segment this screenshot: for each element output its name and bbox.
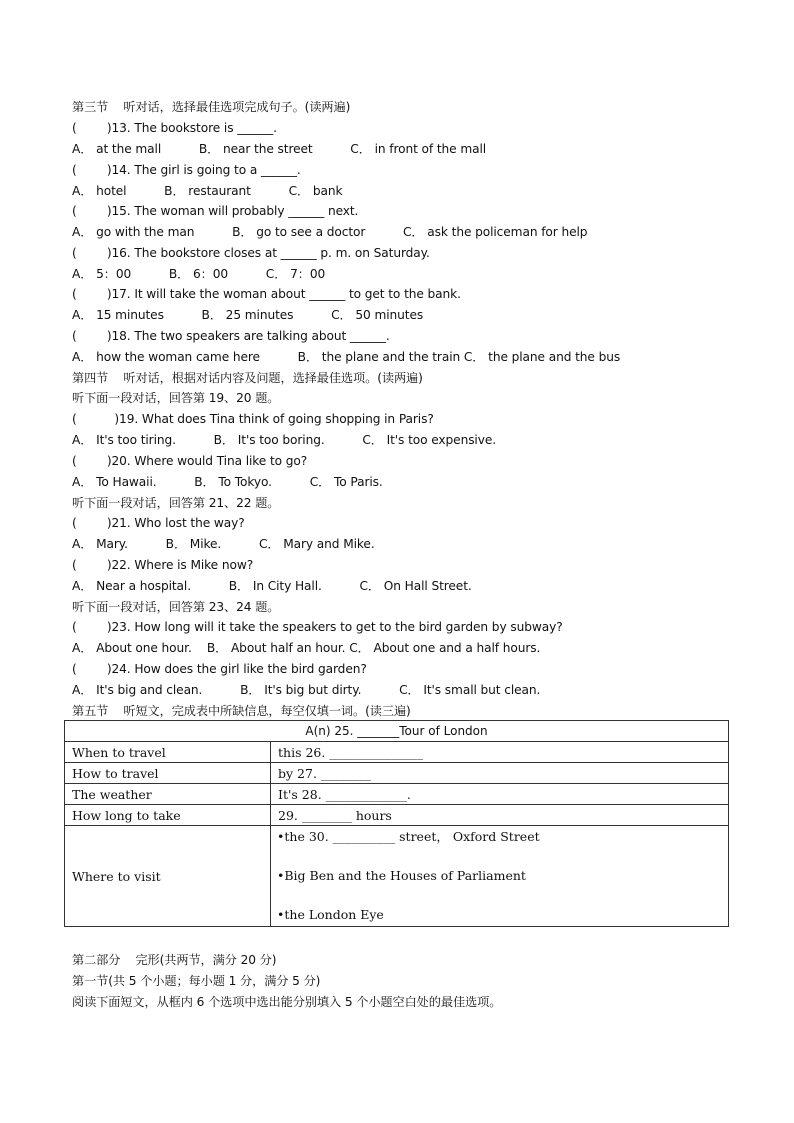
question-22: ( )22. Where is Mike now?	[72, 558, 254, 572]
question-20: ( )20. Where would Tina like to go?	[72, 454, 308, 468]
dialogue-intro-19-20: 听下面一段对话，回答第 19、20 题。	[72, 391, 280, 405]
options-18: A． how the woman came here B． the plane and the train C． the plane and the bus	[72, 350, 621, 364]
section-5-heading: 第五节 听短文，完成表中所缺信息，每空仅填一词。(读三遍)	[72, 704, 411, 718]
section-3-heading: 第三节 听对话，选择最佳选项完成句子。(读两遍)	[72, 100, 351, 114]
row-label: When to travel	[65, 742, 271, 763]
question-15: ( )15. The woman will probably ______ next.	[72, 204, 359, 218]
table-row	[65, 826, 729, 927]
options-17: A． 15 minutes B． 25 minutes C． 50 minutes	[72, 308, 424, 322]
options-14: A． hotel B． restaurant C． bank	[72, 184, 343, 198]
options-19: A． It's too tiring. B． It's too boring. C． It's too expensive.	[72, 433, 497, 447]
options-23: A． About one hour. B． About half an hour. C． About one and a half hours.	[72, 641, 541, 655]
visit-item: •the London Eye	[277, 907, 384, 922]
row-value: this 26. _______________	[271, 742, 729, 763]
cloze-instructions: 阅读下面短文，从框内 6 个选项中选出能分别填入 5 个小题空白处的最佳选项。	[72, 995, 502, 1009]
question-17: ( )17. It will take the woman about ______ to get to the bank.	[72, 287, 461, 301]
table-row	[65, 742, 729, 763]
table-row	[65, 805, 729, 826]
options-21: A． Mary. B． Mike. C． Mary and Mike.	[72, 537, 375, 551]
question-23: ( )23. How long will it take the speakers to get to the bird garden by subway?	[72, 620, 563, 634]
question-19: ( )19. What does Tina think of going shopping in Paris?	[72, 412, 434, 426]
question-14: ( )14. The girl is going to a ______.	[72, 163, 301, 177]
row-label: The weather	[65, 784, 271, 805]
table-row	[65, 784, 729, 805]
options-24: A． It's big and clean. B． It's big but dirty. C． It's small but clean.	[72, 683, 541, 697]
question-21: ( )21. Who lost the way?	[72, 516, 245, 530]
section-4-heading: 第四节 听对话，根据对话内容及问题，选择最佳选项。(读两遍)	[72, 371, 423, 385]
visit-item: •the 30. __________ street， Oxford Street	[277, 829, 540, 844]
row-label: How to travel	[65, 763, 271, 784]
row-value: It's 28. _____________.	[271, 784, 729, 805]
tour-info-table	[64, 720, 729, 927]
visit-list	[271, 826, 729, 927]
options-20: A． To Hawaii. B． To Tokyo. C． To Paris.	[72, 475, 383, 489]
table-title: A(n) 25. _______Tour of London	[65, 721, 729, 742]
section-1-heading: 第一节(共 5 个小题；每小题 1 分，满分 5 分)	[72, 974, 321, 988]
options-13: A． at the mall B． near the street C． in front of the mall	[72, 142, 487, 156]
question-18: ( )18. The two speakers are talking about ______.	[72, 329, 390, 343]
table-row	[65, 763, 729, 784]
visit-item: •Big Ben and the Houses of Parliament	[277, 868, 526, 883]
options-22: A． Near a hospital. B． In City Hall. C． On Hall Street.	[72, 579, 472, 593]
dialogue-intro-21-22: 听下面一段对话，回答第 21、22 题。	[72, 496, 280, 510]
part-2-heading: 第二部分 完形(共两节，满分 20 分)	[72, 953, 277, 967]
question-13: ( )13. The bookstore is ______.	[72, 121, 277, 135]
question-16: ( )16. The bookstore closes at ______ p. m. on Saturday.	[72, 246, 430, 260]
row-value: by 27. ________	[271, 763, 729, 784]
row-label: Where to visit	[65, 826, 271, 927]
options-15: A． go with the man B． go to see a doctor C． ask the policeman for help	[72, 225, 588, 239]
row-label: How long to take	[65, 805, 271, 826]
question-24: ( )24. How does the girl like the bird garden?	[72, 662, 367, 676]
row-value: 29. ________ hours	[271, 805, 729, 826]
options-16: A． 5：00 B． 6：00 C． 7：00	[72, 267, 326, 281]
dialogue-intro-23-24: 听下面一段对话，回答第 23、24 题。	[72, 600, 280, 614]
